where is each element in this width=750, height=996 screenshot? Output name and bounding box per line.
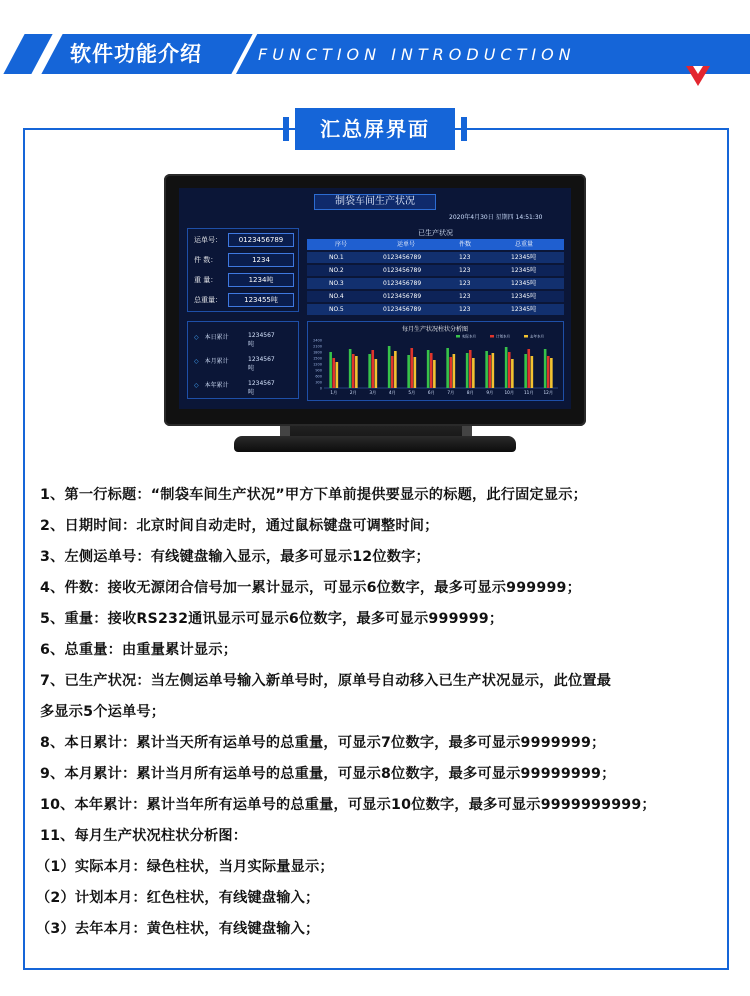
field-total-weight [194, 293, 294, 307]
header-banner [0, 0, 750, 100]
table-cell: 12345吨 [511, 254, 537, 261]
table-cell: 12345吨 [511, 280, 537, 287]
feature-item: 10、本年累计：累计当年所有运单号的总重量，可显示10位数字，最多可显示9999999999； [40, 797, 656, 813]
bar-last-year [414, 357, 417, 388]
field-label: 重 量： [194, 276, 218, 284]
bar-actual [349, 349, 352, 388]
feature-item: 3、左侧运单号：有线键盘输入显示，最多可显示12位数字； [40, 549, 430, 565]
bar-actual [427, 350, 430, 388]
total-weight-value: 123455吨 [228, 293, 294, 307]
bar-plan [410, 348, 413, 388]
bar-last-year [453, 354, 456, 388]
x-tick-label: 7月 [447, 390, 455, 395]
stat-value: 1234567吨 [248, 332, 275, 348]
feature-subitem: （1）实际本月：绿色柱状，当月实际量显示； [36, 859, 334, 875]
bar-actual [329, 352, 332, 388]
field-weight [194, 273, 294, 287]
bar-last-year [355, 356, 358, 388]
monitor-stand-base [234, 436, 516, 452]
y-tick-label: 0 [319, 386, 322, 391]
pieces-value: 1234 [228, 253, 294, 267]
bar-plan [371, 350, 374, 388]
field-label: 总重量： [194, 296, 222, 304]
bar-plan [547, 356, 550, 388]
bar-last-year [394, 351, 397, 388]
bar-actual [466, 353, 469, 388]
x-tick-label: 8月 [466, 390, 474, 395]
bar-actual [388, 346, 391, 388]
y-tick-label: 600 [315, 374, 322, 379]
table-cell: 12345吨 [511, 293, 537, 300]
table-row [307, 291, 564, 302]
feature-item: 5、重量：接收RS232通讯显示可显示6位数字，最多可显示999999； [40, 611, 504, 627]
y-tick-label: 2400 [313, 338, 322, 343]
bar-actual [485, 351, 488, 388]
feature-item: 多显示5个运单号； [40, 704, 166, 720]
header-title: 软件功能介绍 [70, 42, 202, 66]
diamond-icon: ◇ [194, 358, 199, 365]
table-cell: 0123456789 [383, 267, 422, 274]
cumulative-panel [187, 321, 299, 399]
y-tick-label: 2100 [313, 344, 322, 349]
x-tick-label: 11月 [523, 390, 534, 395]
feature-item: 8、本日累计：累计当天所有运单号的总重量，可显示7位数字，最多可显示9999999； [40, 735, 606, 751]
x-tick-label: 5月 [408, 390, 416, 395]
legend-label: 计划本月 [496, 334, 510, 339]
table-cell: 123 [459, 306, 471, 313]
legend-label: 实际本月 [462, 334, 476, 339]
diamond-icon: ◇ [194, 334, 199, 341]
table-cell: NO.1 [329, 254, 344, 261]
x-tick-label: 6月 [427, 390, 435, 395]
y-tick-label: 1800 [313, 350, 322, 355]
stat-day [194, 332, 275, 348]
table-cell: 123 [459, 280, 471, 287]
header-subtitle: FUNCTION INTRODUCTION [258, 45, 576, 64]
x-tick-label: 3月 [369, 390, 377, 395]
feature-subitem: （3）去年本月：黄色柱状，有线键盘输入； [36, 921, 320, 937]
feature-item: 4、件数：接收无源闭合信号加一累计显示，可显示6位数字，最多可显示999999； [40, 580, 581, 596]
field-label: 件 数： [194, 256, 218, 264]
table-cell: 0123456789 [383, 280, 422, 287]
bar-actual [524, 354, 527, 388]
waybill-input[interactable]: 0123456789 [228, 233, 294, 247]
field-waybill [194, 233, 294, 247]
table-header-cell: 件数 [459, 241, 472, 248]
table-row [307, 252, 564, 263]
monthly-bar-chart [307, 321, 564, 401]
table-row [307, 304, 564, 315]
table-header-cell: 运单号 [397, 241, 416, 248]
table-cell: NO.5 [329, 306, 344, 313]
diamond-icon: ◇ [194, 382, 199, 389]
stat-label: 本日累计 [204, 334, 229, 341]
table-row [307, 278, 564, 289]
feature-item: 11、每月生产状况柱状分析图： [40, 828, 248, 844]
table-caption: 已生产状况 [418, 229, 453, 237]
x-tick-label: 12月 [543, 390, 554, 395]
stat-month [194, 356, 275, 372]
table-cell: 0123456789 [383, 306, 422, 313]
bar-last-year [531, 356, 534, 388]
y-tick-label: 1200 [313, 362, 322, 367]
x-tick-label: 2月 [349, 390, 357, 395]
table-header [307, 239, 564, 250]
table-cell: NO.4 [329, 293, 344, 300]
table-cell: 12345吨 [511, 306, 537, 313]
bar-last-year [492, 353, 495, 388]
field-label: 运单号： [194, 236, 222, 244]
feature-item: 1、第一行标题：“制袋车间生产状况”甲方下单前提供要显示的标题，此行固定显示； [40, 487, 588, 503]
stat-value: 1234567吨 [248, 380, 275, 396]
bar-last-year [550, 358, 553, 388]
bar-actual [505, 347, 508, 388]
stat-year [194, 380, 275, 396]
chevron-down-icon [686, 66, 710, 86]
table-row [307, 265, 564, 276]
feature-item: 7、已生产状况：当左侧运单号输入新单号时，原单号自动移入已生产状况显示，此位置最 [40, 673, 612, 689]
bar-plan [352, 354, 355, 388]
monitor [164, 174, 586, 426]
bar-last-year [336, 362, 339, 388]
produced-table [307, 228, 564, 318]
bar-plan [469, 350, 472, 388]
bar-last-year [472, 358, 475, 388]
bar-plan [332, 358, 335, 388]
bar-last-year [511, 359, 514, 388]
stat-label: 本年累计 [204, 382, 229, 389]
bar-plan [430, 353, 433, 388]
chart-svg [308, 322, 563, 400]
x-tick-label: 4月 [388, 390, 396, 395]
bar-last-year [375, 359, 378, 388]
bar-actual [368, 354, 371, 388]
bar-plan [527, 349, 530, 388]
feature-item: 9、本月累计：累计当月所有运单号的总重量，可显示8位数字，最多可显示99999999； [40, 766, 616, 782]
x-tick-label: 9月 [486, 390, 494, 395]
stat-value: 1234567吨 [248, 356, 275, 372]
section-title: 汇总屏界面 [295, 108, 455, 150]
bar-plan [449, 357, 452, 388]
field-pieces [194, 253, 294, 267]
screen-title: 制袋车间生产状况 [314, 194, 436, 210]
legend-label: 去年本月 [530, 334, 544, 339]
table-cell: 123 [459, 293, 471, 300]
table-cell: NO.3 [329, 280, 344, 287]
bar-actual [544, 349, 547, 388]
table-header-cell: 总重量 [515, 241, 534, 248]
bar-plan [488, 355, 491, 388]
table-cell: 123 [459, 267, 471, 274]
legend-swatch [456, 335, 460, 338]
bar-plan [391, 356, 394, 388]
weight-value: 1234吨 [228, 273, 294, 287]
y-tick-label: 900 [315, 368, 322, 373]
screen-datetime: 2020年4月30日 星期四 14:51:30 [449, 214, 543, 221]
bar-plan [508, 352, 511, 388]
bar-actual [446, 348, 449, 388]
legend-swatch [490, 335, 494, 338]
bar-actual [407, 355, 410, 388]
table-cell: 0123456789 [383, 293, 422, 300]
x-tick-label: 10月 [504, 390, 515, 395]
chart-title: 每月生产状况柱状分析图 [401, 326, 469, 333]
bar-last-year [433, 360, 436, 388]
table-cell: 123 [459, 254, 471, 261]
table-cell: 12345吨 [511, 267, 537, 274]
table-cell: NO.2 [329, 267, 344, 274]
feature-item: 2、日期时间：北京时间自动走时，通过鼠标键盘可调整时间； [40, 518, 439, 534]
waybill-panel [187, 228, 299, 312]
stat-label: 本月累计 [204, 358, 229, 365]
x-tick-label: 1月 [330, 390, 338, 395]
feature-subitem: （2）计划本月：红色柱状，有线键盘输入； [36, 890, 320, 906]
feature-item: 6、总重量：由重量累计显示； [40, 642, 238, 658]
legend-swatch [524, 335, 528, 338]
table-cell: 0123456789 [383, 254, 422, 261]
table-header-cell: 序号 [335, 241, 348, 248]
y-tick-label: 1500 [313, 356, 322, 361]
y-tick-label: 300 [315, 380, 322, 385]
monitor-screen [179, 188, 571, 409]
